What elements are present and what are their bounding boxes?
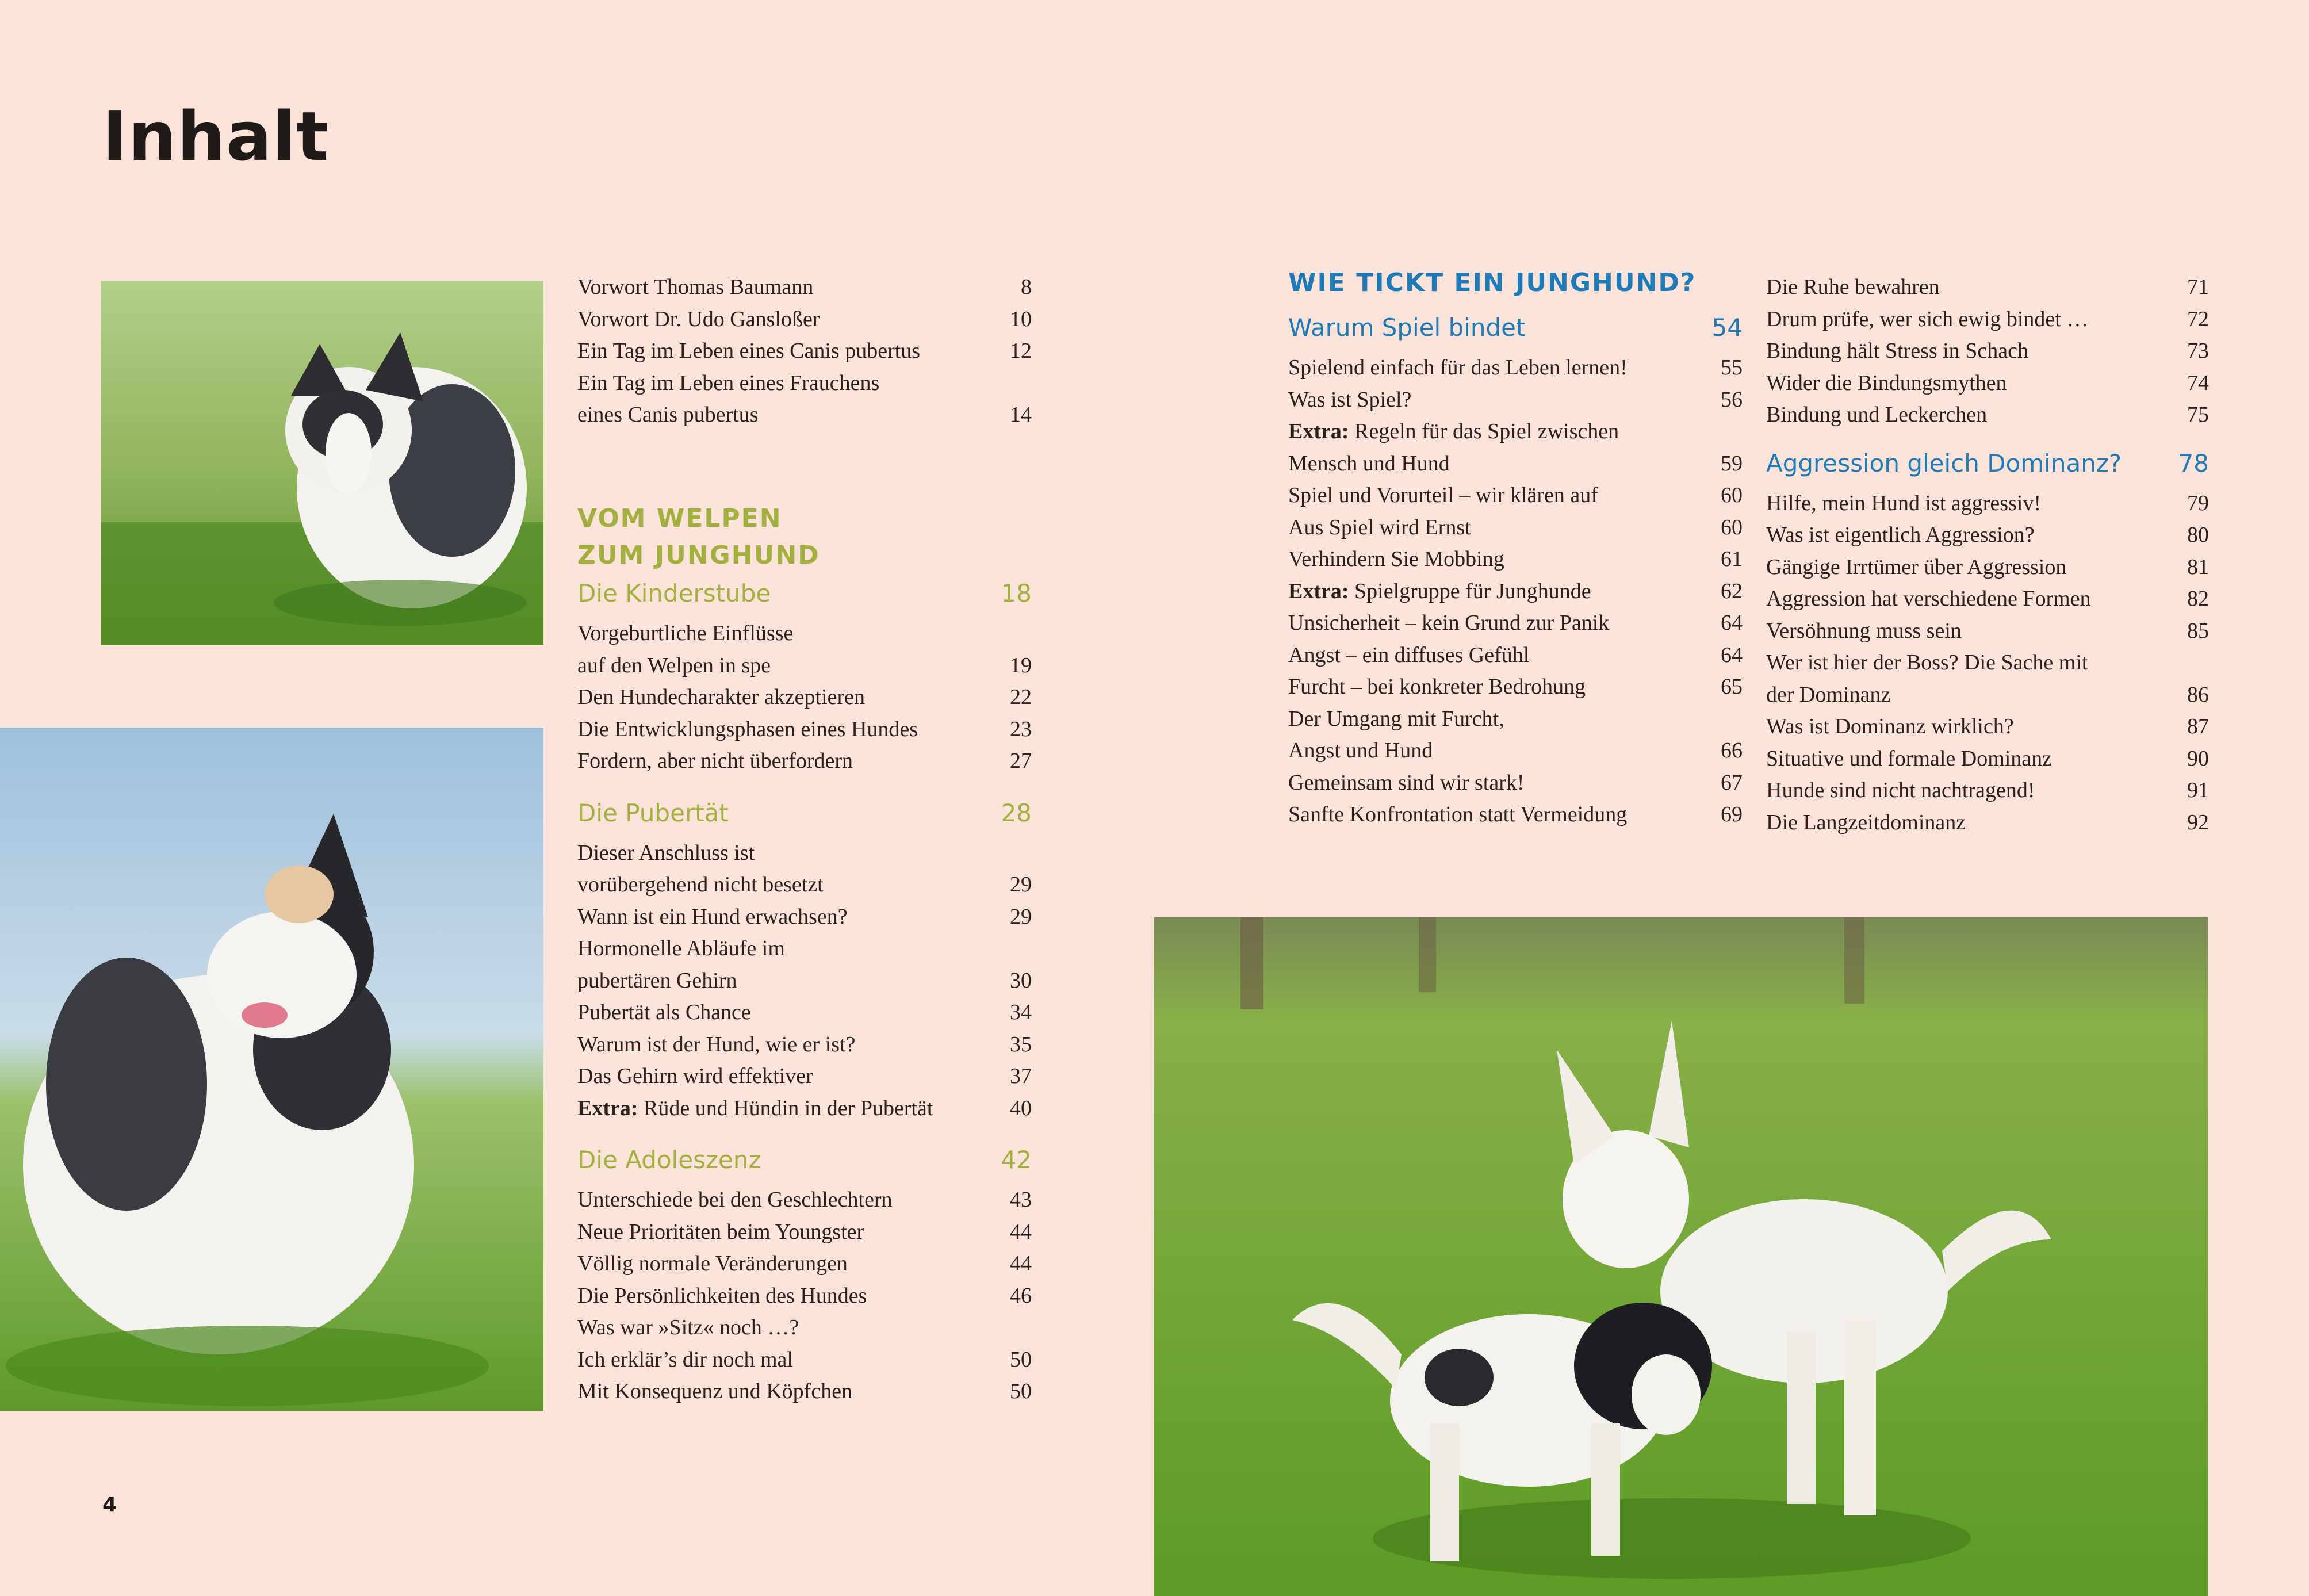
toc-entry[interactable]: Vorwort Thomas Baumann 8	[577, 275, 1032, 299]
section-heading-spiel[interactable]: Warum Spiel bindet 54	[1288, 313, 1743, 342]
section-heading-pubertaet[interactable]: Die Pubertät 28	[577, 798, 1032, 827]
toc-entry[interactable]: Gemeinsam sind wir stark! 67	[1288, 770, 1743, 795]
toc-entry[interactable]: Die Persönlichkeiten des Hundes 46	[577, 1283, 1032, 1308]
toc-entry[interactable]: Hilfe, mein Hund ist aggressiv! 79	[1766, 491, 2209, 515]
photo-two-puppies-playing	[1154, 917, 2208, 1596]
toc-entry-extra[interactable]: Extra: Regeln für das Spiel zwischen	[1288, 419, 1619, 443]
toc-entry[interactable]: Unterschiede bei den Geschlechtern 43	[577, 1188, 1032, 1212]
toc-entry[interactable]: Versöhnung muss sein 85	[1766, 618, 2209, 643]
toc-entry[interactable]: Völlig normale Veränderungen 44	[577, 1251, 1032, 1276]
toc-entry[interactable]: Den Hundecharakter akzeptieren 22	[577, 685, 1032, 709]
toc-entry[interactable]: Was ist Dominanz wirklich? 87	[1766, 714, 2209, 738]
toc-entry[interactable]: Drum prüfe, wer sich ewig bindet … 72	[1766, 307, 2209, 331]
page-title: Inhalt	[102, 97, 330, 176]
toc-entry[interactable]: Was ist Spiel? 56	[1288, 387, 1743, 412]
section-heading-kinderstube[interactable]: Die Kinderstube 18	[577, 579, 1032, 607]
chapter-heading: WIE TICKT EIN JUNGHUND?	[1288, 268, 1697, 297]
toc-column-wie-tickt	[1288, 265, 1743, 831]
toc-entry[interactable]: Spiel und Vorurteil – wir klären auf 60	[1288, 483, 1743, 507]
toc-entry[interactable]: Situative und formale Dominanz 90	[1766, 746, 2209, 771]
toc-column-bindung-aggression	[1766, 271, 2209, 839]
toc-entry[interactable]: Mit Konsequenz und Köpfchen 50	[577, 1379, 1032, 1403]
toc-entry[interactable]: pubertären Gehirn 30	[577, 968, 1032, 993]
toc-entry[interactable]: Was ist eigentlich Aggression? 80	[1766, 523, 2209, 547]
toc-entry[interactable]: Die Ruhe bewahren 71	[1766, 275, 2209, 299]
toc-entry[interactable]: Dieser Anschluss ist	[577, 840, 755, 865]
toc-entry[interactable]: Wider die Bindungsmythen 74	[1766, 370, 2209, 395]
toc-entry[interactable]: Ein Tag im Leben eines Canis pubertus 12	[577, 339, 1032, 363]
toc-entry[interactable]: Warum ist der Hund, wie er ist? 35	[577, 1032, 1032, 1057]
toc-entry[interactable]: Mensch und Hund 59	[1288, 451, 1743, 476]
toc-entry[interactable]: Bindung hält Stress in Schach 73	[1766, 339, 2209, 363]
photo-papillon-scratching	[0, 728, 543, 1411]
toc-entry[interactable]: Die Langzeitdominanz 92	[1766, 810, 2209, 835]
toc-entry[interactable]: Wann ist ein Hund erwachsen? 29	[577, 904, 1032, 929]
toc-entry[interactable]: Hunde sind nicht nachtragend! 91	[1766, 778, 2209, 802]
toc-entry[interactable]: Neue Prioritäten beim Youngster 44	[577, 1219, 1032, 1244]
photo-papillon-paw-over-face	[101, 281, 543, 645]
toc-entry[interactable]: Was war »Sitz« noch …?	[577, 1315, 799, 1339]
toc-column-front-matter	[577, 271, 1032, 431]
toc-entry[interactable]: Ein Tag im Leben eines Frauchens	[577, 370, 880, 395]
toc-entry[interactable]: Das Gehirn wird effektiver 37	[577, 1064, 1032, 1088]
toc-entry[interactable]: vorübergehend nicht besetzt 29	[577, 872, 1032, 897]
toc-entry[interactable]: Spielend einfach für das Leben lernen! 55	[1288, 355, 1743, 380]
toc-entry[interactable]: Die Entwicklungsphasen eines Hundes 23	[577, 717, 1032, 741]
toc-entry[interactable]: Unsicherheit – kein Grund zur Panik 64	[1288, 611, 1743, 635]
chapter-heading: VOM WELPEN ZUM JUNGHUND	[577, 504, 820, 570]
toc-entry[interactable]: der Dominanz 86	[1766, 682, 2209, 707]
toc-entry[interactable]: Furcht – bei konkreter Bedrohung 65	[1288, 675, 1743, 699]
toc-entry[interactable]: Aus Spiel wird Ernst 60	[1288, 515, 1743, 539]
toc-entry[interactable]: Angst – ein diffuses Gefühl 64	[1288, 642, 1743, 667]
toc-entry[interactable]: Hormonelle Abläufe im	[577, 936, 785, 960]
toc-entry[interactable]: Pubertät als Chance 34	[577, 1000, 1032, 1024]
toc-entry[interactable]: Verhindern Sie Mobbing 61	[1288, 547, 1743, 571]
toc-entry[interactable]: auf den Welpen in spe 19	[577, 653, 1032, 678]
toc-entry[interactable]: Bindung und Leckerchen 75	[1766, 403, 2209, 427]
toc-entry[interactable]: Vorgeburtliche Einflüsse	[577, 621, 794, 645]
section-heading-adoleszenz[interactable]: Die Adoleszenz 42	[577, 1146, 1032, 1174]
toc-entry[interactable]: Fordern, aber nicht überfordern 27	[577, 749, 1032, 773]
toc-entry-extra[interactable]: Extra: Rüde und Hündin in der Pubertät 40	[577, 1096, 1032, 1120]
toc-entry[interactable]: Ich erklär’s dir noch mal 50	[577, 1347, 1032, 1372]
page-number: 4	[102, 1493, 117, 1517]
section-heading-aggression[interactable]: Aggression gleich Dominanz? 78	[1766, 449, 2209, 477]
toc-entry[interactable]: Vorwort Dr. Udo Gansloßer 10	[577, 307, 1032, 331]
toc-entry[interactable]: Aggression hat verschiedene Formen 82	[1766, 587, 2209, 611]
toc-entry[interactable]: Angst und Hund 66	[1288, 738, 1743, 763]
toc-entry[interactable]: Der Umgang mit Furcht,	[1288, 706, 1504, 731]
toc-entry[interactable]: Gängige Irrtümer über Aggression 81	[1766, 554, 2209, 579]
toc-entry[interactable]: Sanfte Konfrontation statt Vermeidung 69	[1288, 802, 1743, 826]
toc-column-vom-welpen	[577, 500, 1032, 1408]
toc-entry[interactable]: eines Canis pubertus 14	[577, 403, 1032, 427]
toc-entry-extra[interactable]: Extra: Spielgruppe für Junghunde 62	[1288, 579, 1743, 603]
toc-entry[interactable]: Wer ist hier der Boss? Die Sache mit	[1766, 650, 2088, 675]
